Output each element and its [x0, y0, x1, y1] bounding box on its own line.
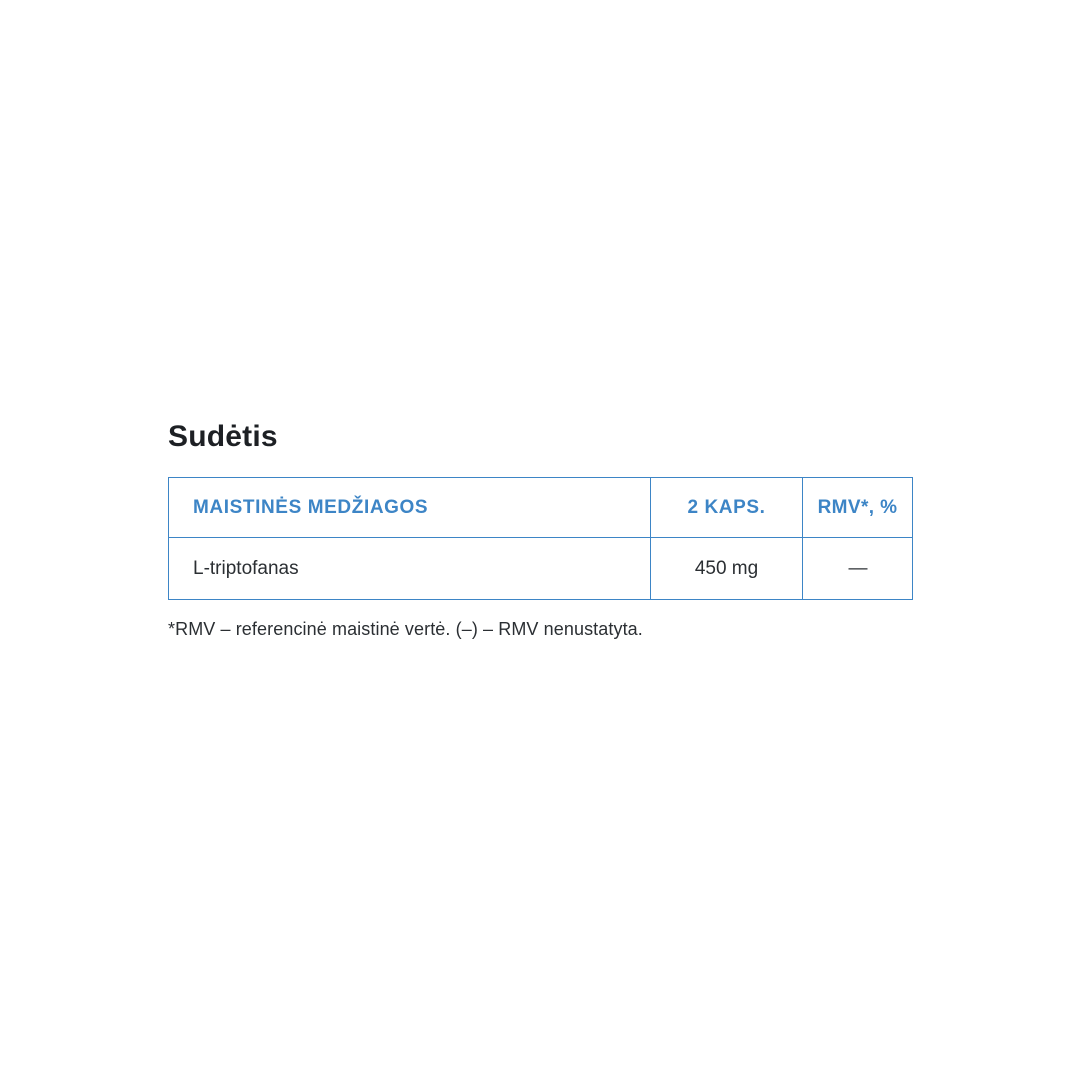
cell-nutrient-name: L-triptofanas: [169, 538, 651, 600]
cell-nutrient-rmv: [803, 538, 913, 600]
page-title: Sudėtis: [168, 420, 278, 453]
table-header-row: [169, 478, 913, 538]
table-row: [169, 538, 913, 600]
composition-section: [168, 420, 928, 641]
column-header-amount: 2 KAPS.: [651, 478, 803, 538]
rmv-dash: —: [848, 557, 867, 579]
column-header-rmv: RMV*, %: [803, 478, 913, 538]
column-header-nutrient: MAISTINĖS MEDŽIAGOS: [169, 478, 651, 538]
nutrition-table: [168, 477, 913, 600]
table-footnote: *RMV – referencinė maistinė vertė. (–) – RMV nenustatyta.: [168, 619, 643, 639]
cell-nutrient-amount: 450 mg: [651, 538, 803, 600]
